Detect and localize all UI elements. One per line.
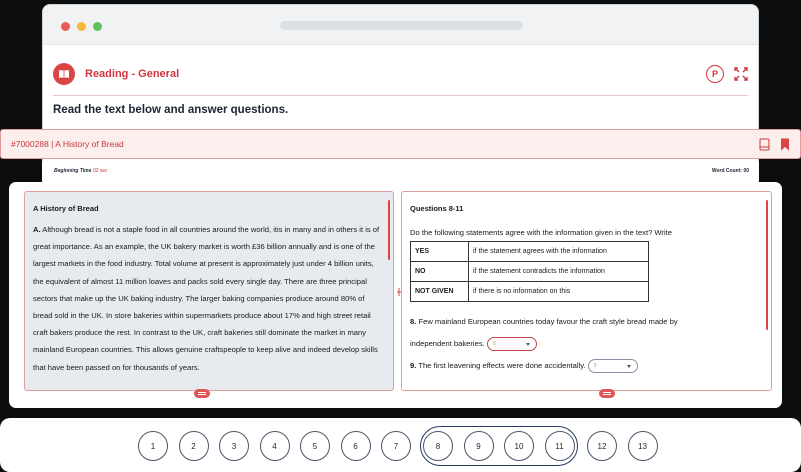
question-8 [410,311,763,333]
passage-scrollbar[interactable] [388,200,390,260]
word-count-value: 00 [743,168,749,174]
passage-paragraph [33,221,385,376]
question-nav-5[interactable]: 5 [300,431,330,461]
passage-panel[interactable] [24,191,394,391]
legend-desc: if there is no information on this [469,282,649,302]
chevron-down-icon [526,343,530,346]
questions-expand-handle[interactable] [599,389,615,398]
legend-row [411,282,649,302]
question-8-dropdown[interactable] [487,337,537,351]
question-9-text: The first leavening effects were done accidentally. [416,361,586,370]
header-divider [53,95,748,96]
question-9-dropdown-value: 9 [593,363,597,369]
main-content [9,182,782,408]
question-nav-10[interactable]: 10 [504,431,534,461]
book-icon [53,63,75,85]
maximize-window-dot[interactable] [93,22,102,31]
legend-key: NOT GIVEN [411,282,469,302]
fullscreen-icon[interactable] [734,67,748,81]
item-actions [759,138,790,151]
legend-key: NO [411,262,469,282]
question-nav-7[interactable]: 7 [381,431,411,461]
question-nav-6[interactable]: 6 [341,431,371,461]
questions-instruction: Do the following statements agree with the information given in the text? Write [410,228,672,237]
question-nav-11[interactable]: 11 [545,431,575,461]
item-bar [0,129,801,159]
beginning-time-label: Beginning Time [54,168,92,174]
browser-chrome [43,5,758,45]
chevron-down-icon [627,365,631,368]
questions-panel[interactable] [401,191,772,391]
beginning-time [54,168,108,174]
question-nav-2[interactable]: 2 [179,431,209,461]
legend-row [411,262,649,282]
minimize-window-dot[interactable] [77,22,86,31]
question-nav-3[interactable]: 3 [219,431,249,461]
question-nav-4[interactable]: 4 [260,431,290,461]
question-8-continued [410,333,763,355]
app-title: Reading - General [85,68,180,80]
close-window-dot[interactable] [61,22,70,31]
question-9-dropdown[interactable] [588,359,638,373]
question-9 [410,355,763,377]
legend-key: YES [411,242,469,262]
passage-expand-handle[interactable] [194,389,210,398]
question-nav-8[interactable]: 8 [423,431,453,461]
question-8-text: Few mainland European countries today favour the craft style bread made by [416,317,678,326]
meta-bar [42,161,759,181]
app-header [53,57,748,91]
question-nav-13[interactable]: 13 [628,431,658,461]
legend-desc: if the statement contradicts the information [469,262,649,282]
questions-scrollbar[interactable] [766,200,768,330]
instruction-text: Read the text below and answer questions. [53,104,289,116]
paragraph-text: Although bread is not a staple food in all countries around the world, itis in many and in others it is of great importance. As an example, the UK bakery market is worth £36 billion annually and is one of the largest markets in the food industry. Total volume at present is approximately just under 4 billion units, the equivalent of almost 11 million loaves and packs sold every single day. There are three principal sectors that make up the UK baking industry. The larger baking companies produce around 80% of bread sold in the UK. In store bakeries within supermarkets produce about 17% and high street retail craft bakers produce the rest. In contrast to the UK, craft bakeries still dominate the market in many mainland European countries. This allows genuine craftspeople to keep alive and indeed develop skills that have been passed on for thousands of years. [33,225,380,372]
notebook-icon[interactable] [759,138,770,151]
p-button[interactable]: P [706,65,724,83]
question-nav-9[interactable]: 9 [464,431,494,461]
question-8-number: 8. [410,317,417,326]
passage-title: A History of Bread [33,204,99,213]
question-navigator [0,418,801,472]
question-9-number: 9. [410,361,417,370]
question-8-text-end: independent bakeries. [410,339,485,348]
question-nav-1[interactable]: 1 [138,431,168,461]
bookmark-icon[interactable] [780,138,790,151]
answer-legend-table [410,241,649,302]
word-count [712,168,749,174]
word-count-label: Word Count: [711,168,743,174]
question-nav-12[interactable]: 12 [587,431,617,461]
legend-row [411,242,649,262]
header-actions [706,65,748,83]
beginning-time-value: 02 sec [92,168,108,174]
paragraph-label: A. [33,225,41,234]
address-bar[interactable] [280,21,523,30]
item-id-title: #7000288 | A History of Bread [11,139,124,149]
questions-title: Questions 8-11 [410,204,464,213]
legend-desc: if the statement agrees with the information [469,242,649,262]
question-8-dropdown-value: 8 [492,341,496,347]
